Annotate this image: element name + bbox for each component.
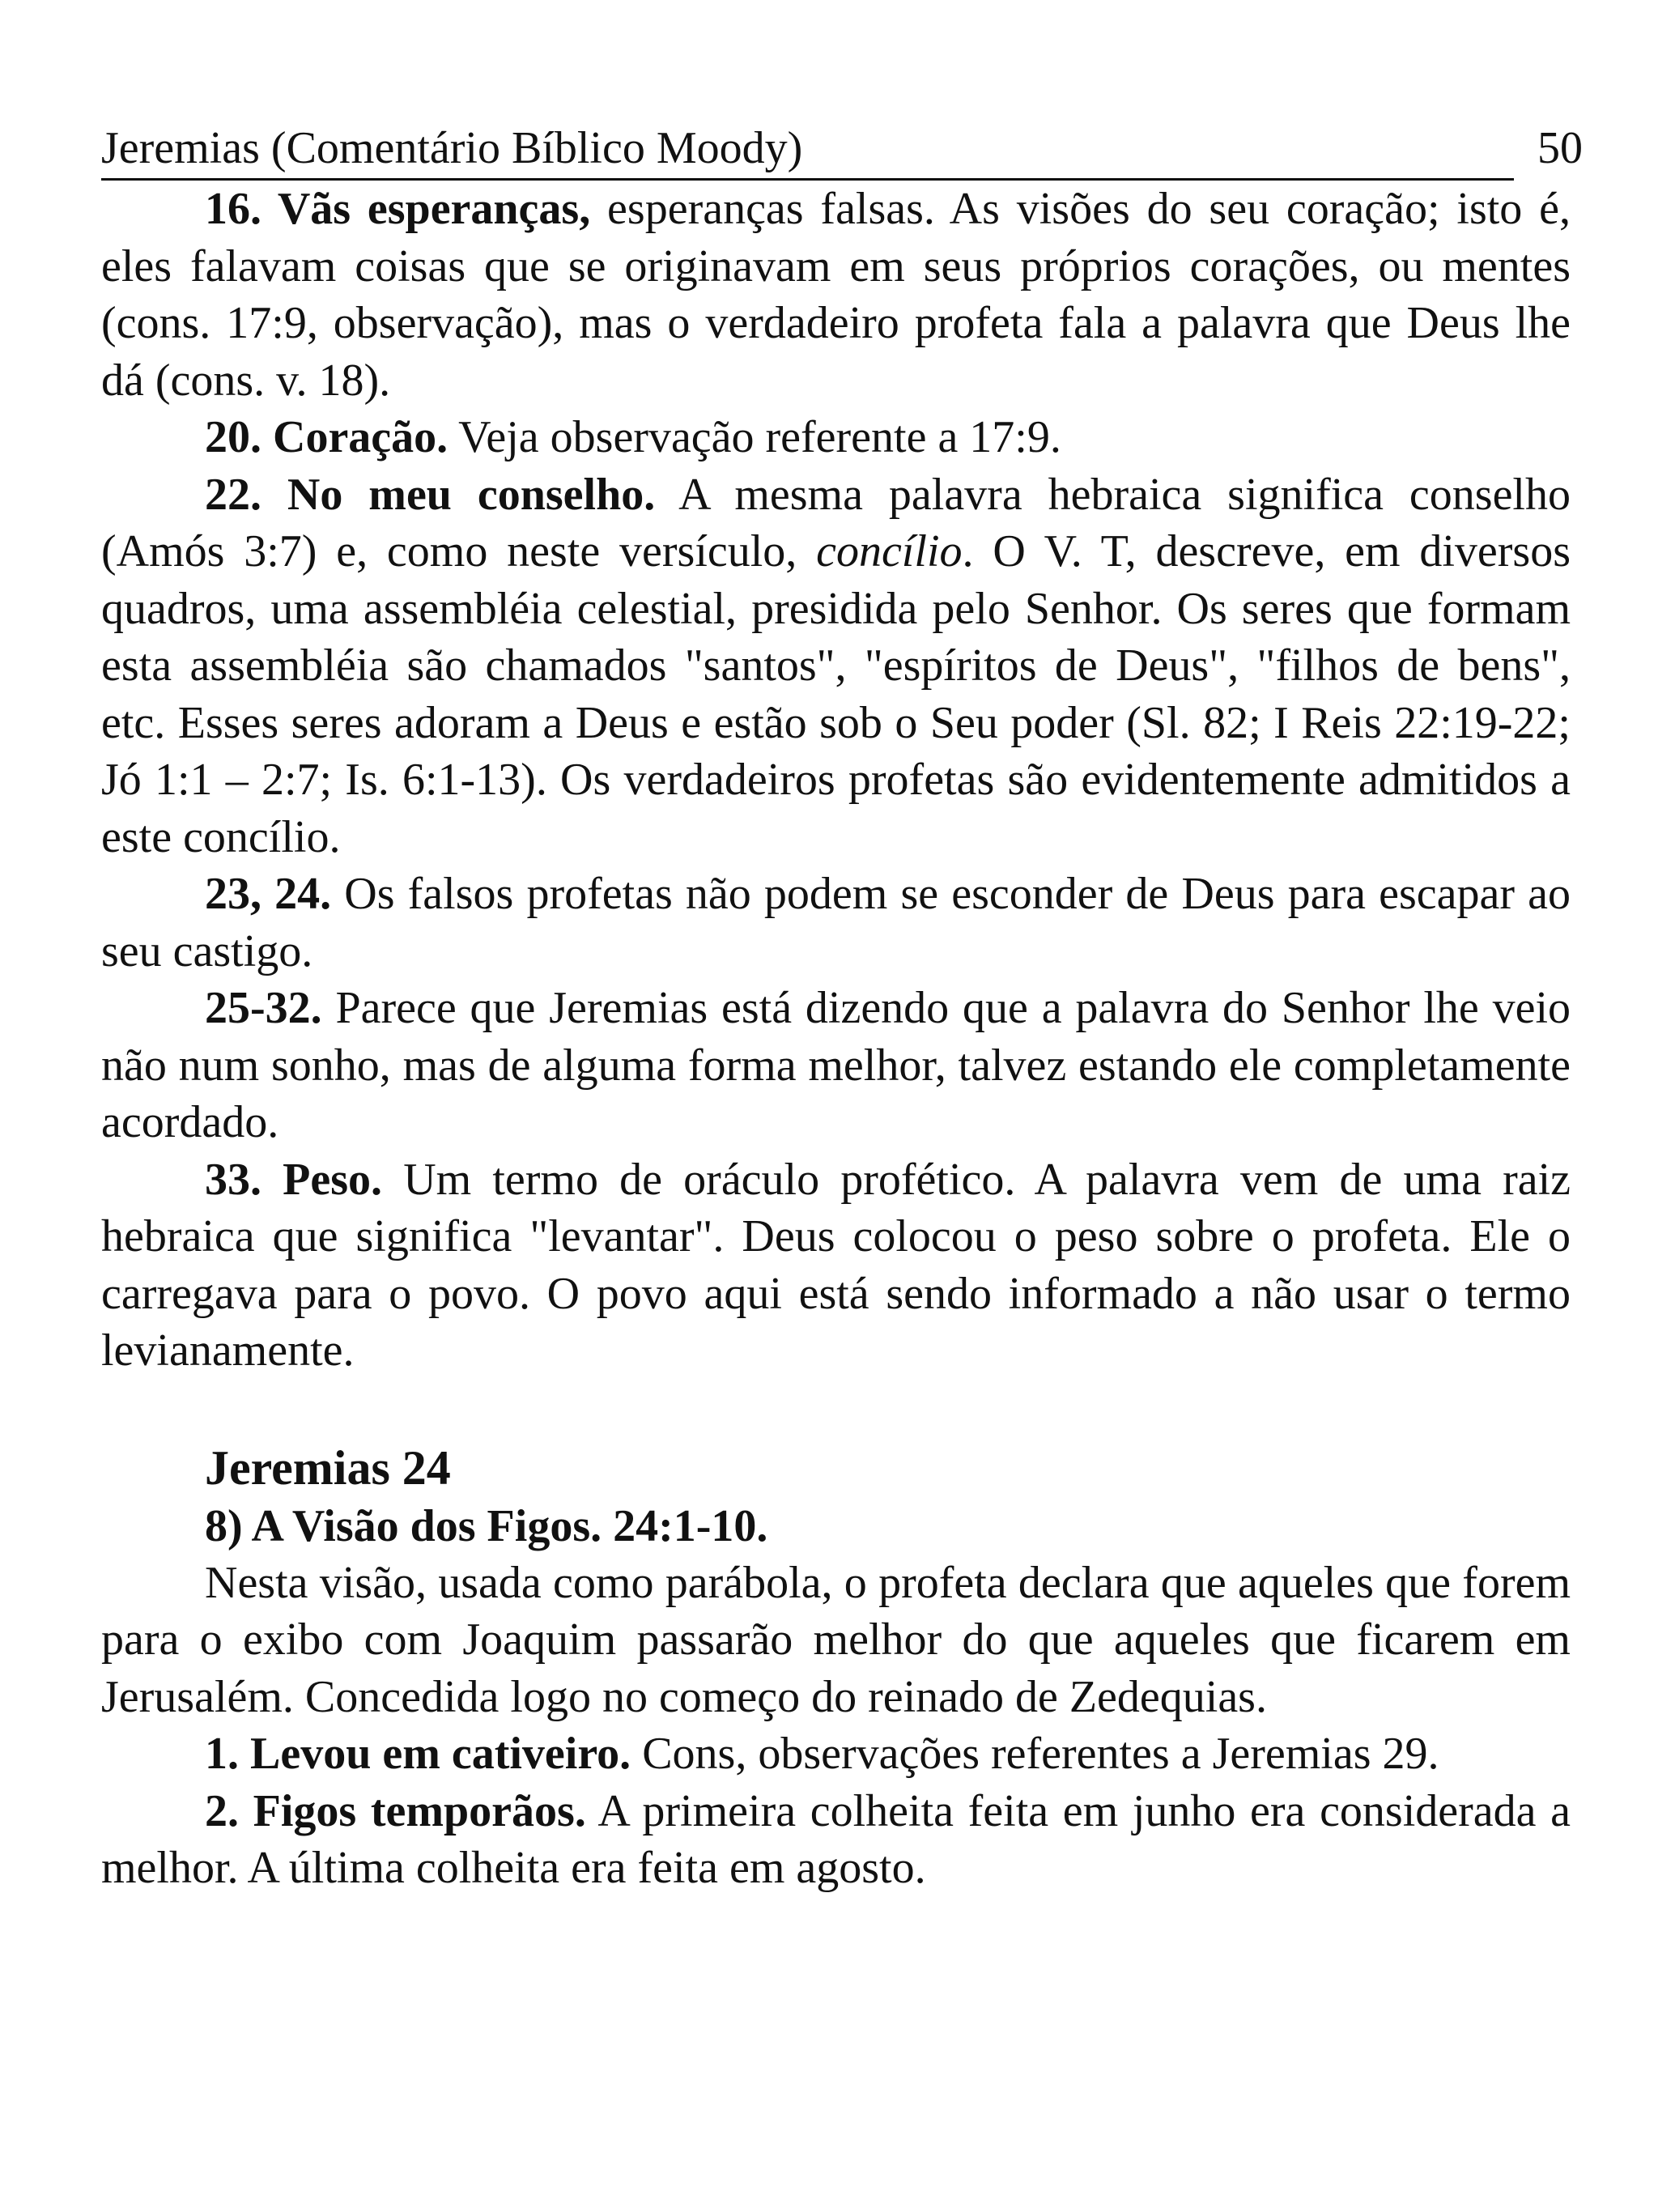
- note-lead: 1. Levou em cativeiro.: [205, 1729, 631, 1779]
- page-number: 50: [1537, 123, 1583, 173]
- note-paragraph: [101, 866, 1571, 980]
- note-italic-term: concílio: [816, 526, 963, 576]
- note-text: Um termo de oráculo profético. A palavra vem de uma raiz hebraica que significa "levantar". Deus colocou o peso sobre o profeta. Ele o carregava para o povo. O povo aqui está sendo informado a não usar o termo levianamente.: [101, 1154, 1571, 1376]
- note-lead: 20. Coração.: [205, 412, 449, 462]
- section-heading: 8) A Visão dos Figos. 24:1-10.: [205, 1500, 768, 1551]
- note-paragraph: [101, 1725, 1571, 1783]
- note-text: Parece que Jeremias está dizendo que a palavra do Senhor lhe veio não num sonho, mas de alguma forma melhor, talvez estando ele completamente acordado.: [101, 983, 1571, 1147]
- note-text: Os falsos profetas não podem se esconder de Deus para escapar ao seu castigo.: [101, 869, 1571, 976]
- note-paragraph: [101, 1151, 1571, 1380]
- note-paragraph: [101, 181, 1571, 409]
- chapter-heading: Jeremias 24: [205, 1440, 451, 1495]
- section-spacer: [101, 1380, 1571, 1438]
- note-lead: 2. Figos temporãos.: [205, 1785, 586, 1836]
- note-lead: 16. Vãs esperanças,: [205, 184, 591, 234]
- note-paragraph: [101, 980, 1571, 1151]
- note-lead: 25-32.: [205, 983, 322, 1033]
- note-paragraph: [101, 1783, 1571, 1897]
- note-lead: 23, 24.: [205, 869, 332, 919]
- note-lead: 22. No meu conselho.: [205, 469, 656, 520]
- document-page: [101, 121, 1583, 1897]
- note-lead: 33. Peso.: [205, 1154, 383, 1205]
- note-text: . O V. T, descreve, em diversos quadros, uma assembléia celestial, presidida pelo Senhor. Os seres que formam esta assembléia são chamados "santos", "espíritos de Deus", "filhos de bens", etc. Esses seres adoram a Deus e estão sob o Seu poder (Sl. 82; I Reis 22:19-22; Jó 1:1 – 2:7; Is. 6:1-13). Os verdadeiros profetas são evidentemente admitidos a este concílio.: [101, 526, 1571, 862]
- note-text: A primeira colheita feita em junho era considerada a melhor. A última colheita era feita em agosto.: [101, 1785, 1571, 1893]
- commentary-body: [101, 181, 1571, 1897]
- chapter-intro: Nesta visão, usada como parábola, o profeta declara que aqueles que forem para o exibo com Joaquim passarão melhor do que aqueles que ficarem em Jerusalém. Concedida logo no começo do reinado de Zedequias.: [101, 1557, 1571, 1722]
- running-header: [101, 121, 1583, 181]
- note-paragraph: [101, 409, 1571, 466]
- running-title: Jeremias (Comentário Bíblico Moody): [101, 123, 803, 173]
- note-text: esperanças falsas. As visões do seu coração; isto é, eles falavam coisas que se originavam em seus próprios corações, ou mentes (cons. 17:9, observação), mas o verdadeiro profeta fala a palavra que Deus lhe dá (cons. v. 18).: [101, 184, 1571, 406]
- note-paragraph: [101, 466, 1571, 866]
- note-text: A mesma palavra hebraica significa conselho (Amós 3:7) e, como neste versículo,: [101, 469, 1571, 576]
- note-text: Cons, observações referentes a Jeremias 29.: [631, 1729, 1439, 1779]
- note-text: Veja observação referente a 17:9.: [448, 412, 1061, 462]
